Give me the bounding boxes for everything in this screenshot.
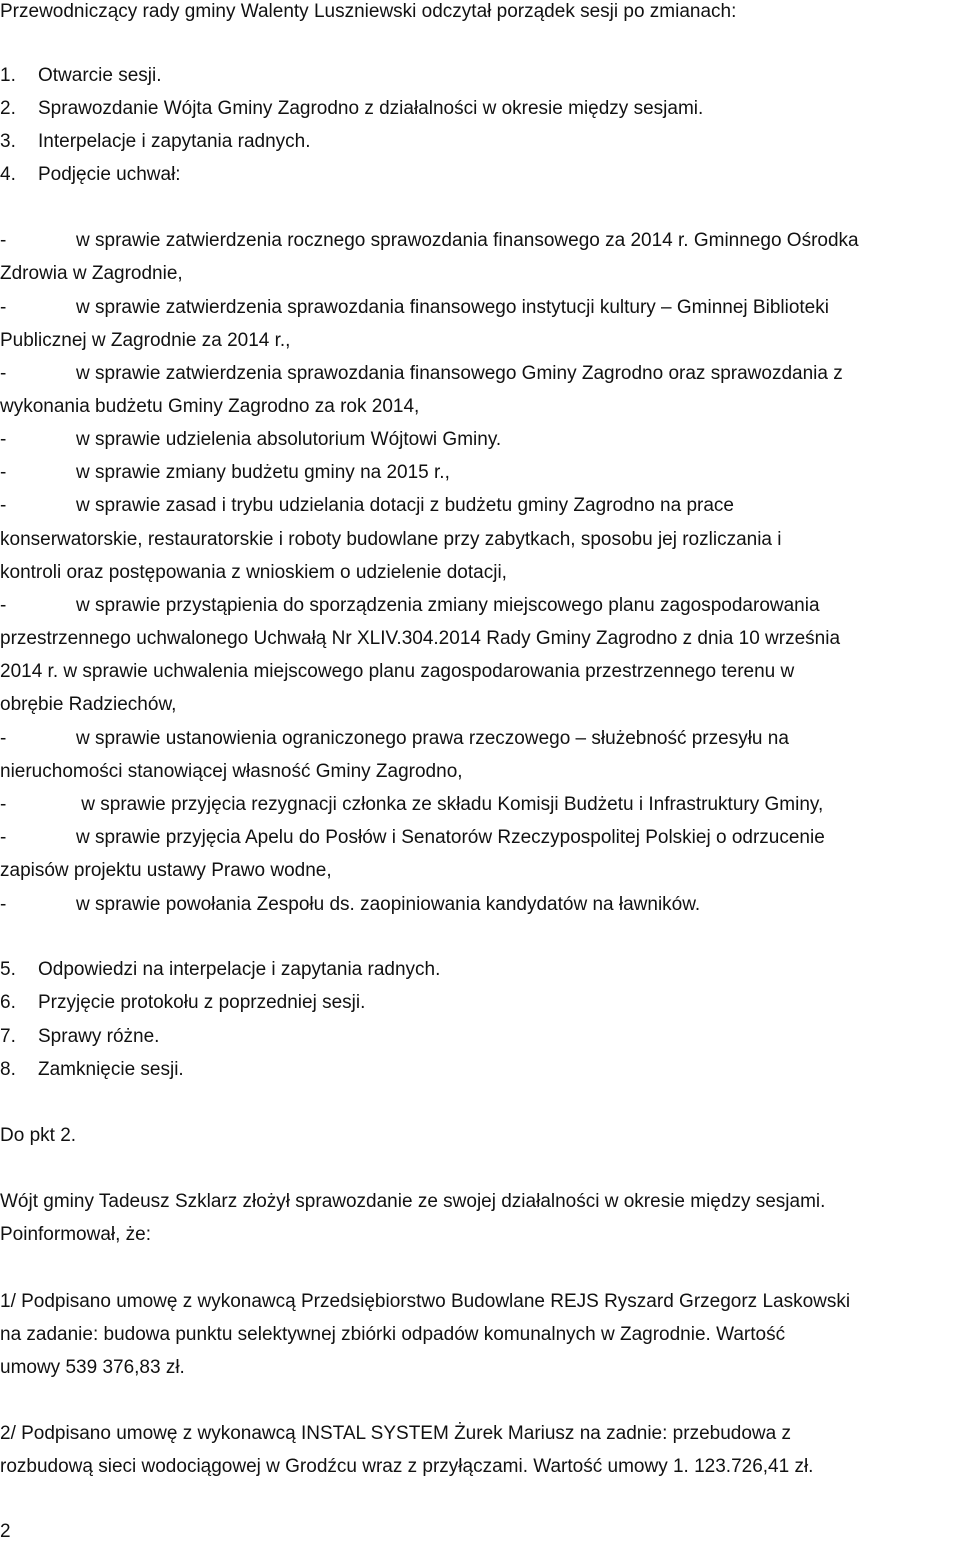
resolution-text: w sprawie zmiany budżetu gminy na 2015 r., (76, 462, 450, 483)
list-dash: - (0, 728, 7, 749)
resolution-text: w sprawie przystąpienia do sporządzenia zmiany miejscowego planu zagospodarowania (76, 595, 820, 616)
resolution-continuation: przestrzennego uchwalonego Uchwałą Nr XLIV.304.2014 Rady Gminy Zagrodno z dnia 10 września (0, 628, 841, 649)
page-number: 2 (0, 1521, 11, 1542)
resolution-item-9 (0, 793, 823, 817)
resolution-text: w sprawie zatwierdzenia sprawozdania finansowego Gminy Zagrodno oraz sprawozdania z (76, 363, 843, 384)
list-dash: - (0, 794, 7, 815)
agenda-item-8 (0, 1058, 184, 1082)
agenda-item-6 (0, 991, 365, 1015)
agenda-item-text: Odpowiedzi na interpelacje i zapytania radnych. (38, 959, 441, 980)
agenda-item-4 (0, 163, 181, 187)
agenda-item-3 (0, 130, 311, 154)
agenda-item-text: Przyjęcie protokołu z poprzedniej sesji. (38, 992, 366, 1013)
resolution-continuation: Zdrowia w Zagrodnie, (0, 263, 183, 284)
resolution-continuation: zapisów projektu ustawy Prawo wodne, (0, 860, 332, 881)
report-item-line: umowy 539 376,83 zł. (0, 1357, 185, 1378)
report-item-line: 1/ Podpisano umowę z wykonawcą Przedsiębiorstwo Budowlane REJS Ryszard Grzegorz Laskowski (0, 1291, 851, 1312)
agenda-item-text: Sprawozdanie Wójta Gminy Zagrodno z działalności w okresie między sesjami. (38, 98, 704, 119)
list-dash: - (0, 595, 7, 616)
list-dash: - (0, 495, 7, 516)
report-paragraph-line: Wójt gminy Tadeusz Szklarz złożył sprawozdanie ze swojej działalności w okresie między sesjami. (0, 1191, 826, 1212)
report-paragraph-line: Poinformował, że: (0, 1224, 152, 1245)
resolution-text: w sprawie przyjęcia rezygnacji członka ze składu Komisji Budżetu i Infrastruktury Gminy, (76, 794, 824, 815)
list-dash: - (0, 462, 7, 483)
agenda-item-text: Zamknięcie sesji. (38, 1059, 184, 1080)
resolution-item-8 (0, 727, 789, 751)
resolution-text: w sprawie zatwierdzenia sprawozdania finansowego instytucji kultury – Gminnej Biblioteki (76, 297, 829, 318)
agenda-item-2 (0, 97, 703, 121)
resolution-text: w sprawie zasad i trybu udzielania dotacji z budżetu gminy Zagrodno na prace (76, 495, 734, 516)
report-item-line: rozbudową sieci wodociągowej w Grodźcu wraz z przyłączami. Wartość umowy 1. 123.726,41 zł. (0, 1456, 814, 1477)
resolution-text: w sprawie ustanowienia ograniczonego prawa rzeczowego – służebność przesyłu na (76, 728, 789, 749)
resolution-item-4 (0, 428, 501, 452)
agenda-item-number: 8. (0, 1059, 16, 1080)
agenda-item-number: 3. (0, 131, 16, 152)
resolution-continuation: nieruchomości stanowiącej własność Gminy Zagrodno, (0, 761, 463, 782)
agenda-item-number: 2. (0, 98, 16, 119)
list-dash: - (0, 363, 7, 384)
resolution-continuation: kontroli oraz postępowania z wnioskiem o udzielenie dotacji, (0, 562, 507, 583)
list-dash: - (0, 230, 7, 251)
resolution-continuation: wykonania budżetu Gminy Zagrodno za rok 2014, (0, 396, 420, 417)
agenda-item-text: Podjęcie uchwał: (38, 164, 181, 185)
report-item-line: na zadanie: budowa punktu selektywnej zbiórki odpadów komunalnych w Zagrodnie. Wartość (0, 1324, 786, 1345)
agenda-item-number: 6. (0, 992, 16, 1013)
resolution-item-2 (0, 296, 829, 320)
agenda-item-number: 7. (0, 1026, 16, 1047)
section-heading: Do pkt 2. (0, 1125, 77, 1146)
resolution-item-11 (0, 893, 700, 917)
resolution-continuation: konserwatorskie, restauratorskie i roboty budowlane przy zabytkach, sposobu jej rozliczania i (0, 529, 782, 550)
agenda-item-1 (0, 64, 162, 88)
list-dash: - (0, 297, 7, 318)
resolution-item-5 (0, 461, 450, 485)
resolution-text: w sprawie zatwierdzenia rocznego sprawozdania finansowego za 2014 r. Gminnego Ośrodka (76, 230, 859, 251)
resolution-item-7 (0, 594, 820, 618)
agenda-item-text: Interpelacje i zapytania radnych. (38, 131, 311, 152)
resolution-text: w sprawie udzielenia absolutorium Wójtowi Gminy. (76, 429, 502, 450)
report-item-line: 2/ Podpisano umowę z wykonawcą INSTAL SYSTEM Żurek Mariusz na zadnie: przebudowa z (0, 1423, 791, 1444)
resolution-text: w sprawie przyjęcia Apelu do Posłów i Senatorów Rzeczypospolitej Polskiej o odrzucenie (76, 827, 825, 848)
agenda-item-number: 1. (0, 65, 16, 86)
resolution-continuation: obrębie Radziechów, (0, 694, 177, 715)
agenda-item-text: Sprawy różne. (38, 1026, 160, 1047)
resolution-item-1 (0, 229, 859, 253)
resolution-continuation: Publicznej w Zagrodnie za 2014 r., (0, 330, 291, 351)
list-dash: - (0, 429, 7, 450)
resolution-continuation: 2014 r. w sprawie uchwalenia miejscowego planu zagospodarowania przestrzennego terenu w (0, 661, 795, 682)
list-dash: - (0, 827, 7, 848)
resolution-item-6 (0, 494, 734, 518)
resolution-item-3 (0, 362, 843, 386)
agenda-item-5 (0, 958, 440, 982)
agenda-item-7 (0, 1025, 159, 1049)
agenda-item-text: Otwarcie sesji. (38, 65, 162, 86)
resolution-text: w sprawie powołania Zespołu ds. zaopiniowania kandydatów na ławników. (76, 894, 701, 915)
session-intro-line: Przewodniczący rady gminy Walenty Luszniewski odczytał porządek sesji po zmianach: (0, 1, 737, 22)
agenda-item-number: 4. (0, 164, 16, 185)
agenda-item-number: 5. (0, 959, 16, 980)
list-dash: - (0, 894, 7, 915)
resolution-item-10 (0, 826, 825, 850)
